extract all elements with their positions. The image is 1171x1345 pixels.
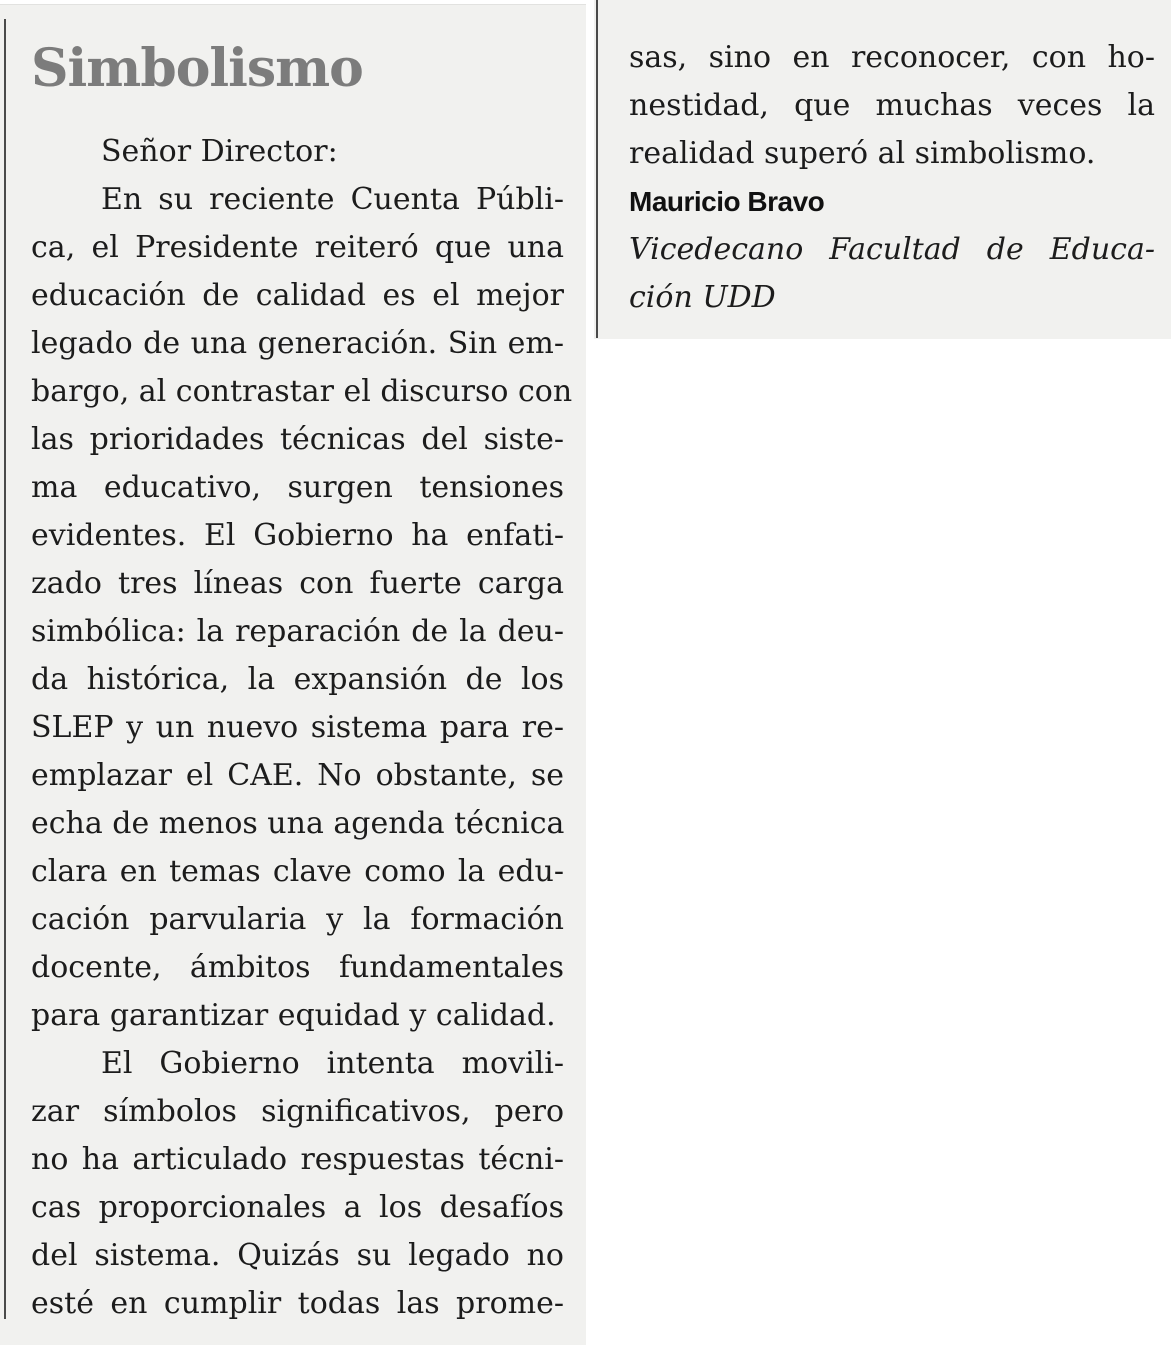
body-line: SLEP y un nuevo sistema para re-: [31, 710, 564, 745]
body-line: educación de calidad es el mejor: [31, 278, 564, 313]
letter-body-right: [629, 34, 1155, 322]
body-line: simbólica: la reparación de la deu-: [31, 614, 564, 649]
body-line: nestidad, que muchas veces la: [629, 88, 1155, 123]
body-line: cas proporcionales a los desafíos: [31, 1190, 564, 1225]
body-line: cación parvularia y la formación: [31, 902, 564, 937]
column-rule-left: [4, 19, 6, 1319]
body-line: del sistema. Quizás su legado no: [31, 1238, 564, 1273]
body-line: zado tres líneas con fuerte carga: [31, 566, 564, 601]
body-line: esté en cumplir todas las prome-: [31, 1286, 564, 1321]
body-line: clara en temas clave como la edu-: [31, 854, 564, 889]
body-line: realidad superó al simbolismo.: [629, 136, 1096, 171]
body-line: sas, sino en reconocer, con ho-: [629, 40, 1155, 75]
author-name: Mauricio Bravo: [629, 186, 825, 217]
author-affiliation: Vicedecano Facultad de Educa-: [629, 232, 1155, 267]
body-line: ca, el Presidente reiteró que una: [31, 230, 564, 265]
body-line: bargo, al contrastar el discurso con: [31, 374, 573, 409]
column-rule-right: [596, 0, 598, 338]
body-line: El Gobierno intenta movili-: [101, 1046, 564, 1081]
body-line: no ha articulado respuestas técni-: [31, 1142, 564, 1177]
body-line: En su reciente Cuenta Públi-: [101, 182, 564, 217]
body-line: docente, ámbitos fundamentales: [31, 950, 564, 985]
body-line: las prioridades técnicas del siste-: [31, 422, 564, 457]
letter-body-left: [31, 128, 573, 1328]
author-affiliation: ción UDD: [629, 280, 776, 315]
body-line: echa de menos una agenda técnica: [31, 806, 565, 841]
body-line: legado de una generación. Sin em-: [31, 326, 564, 361]
body-line: ma educativo, surgen tensiones: [31, 470, 564, 505]
salutation: Señor Director:: [101, 134, 338, 169]
body-line: da histórica, la expansión de los: [31, 662, 564, 697]
letter-headline: Simbolismo: [31, 38, 363, 99]
body-line: para garantizar equidad y calidad.: [31, 998, 556, 1033]
body-line: emplazar el CAE. No obstante, se: [31, 758, 564, 793]
body-line: zar símbolos significativos, pero: [31, 1094, 564, 1129]
body-line: evidentes. El Gobierno ha enfati-: [31, 518, 564, 553]
